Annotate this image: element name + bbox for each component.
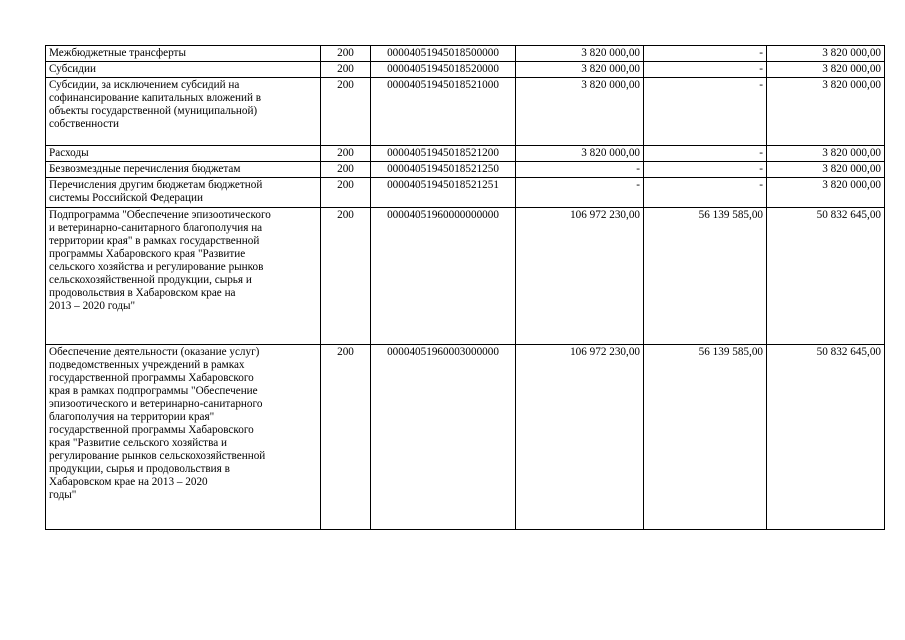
row-value2-cell: -: [644, 162, 767, 178]
row-value1-cell: 106 972 230,00: [516, 208, 644, 345]
table-row: [46, 162, 885, 178]
row-name-cell: Подпрограмма "Обеспечение эпизоотического и ветеринарно-санитарного благополучия на территории края" в рамках государственной программы Хабаровского края "Развитие сельского хозяйства и регулирование рынков сельскохозяйственной продукции, сырья и продовольствия в Хабаровском крае на 2013 – 2020 годы": [46, 208, 321, 345]
row-csr-cell: 00004051945018500000: [371, 46, 516, 62]
row-name-cell: Субсидии, за исключением субсидий на софинансирование капитальных вложений в объекты государственной (муниципальной) собственности: [46, 78, 321, 146]
row-name-cell: Расходы: [46, 146, 321, 162]
table-row: [46, 178, 885, 208]
row-csr-cell: 00004051960003000000: [371, 345, 516, 530]
row-value1-cell: 3 820 000,00: [516, 78, 644, 146]
row-csr-cell: 00004051960000000000: [371, 208, 516, 345]
row-value1-cell: -: [516, 178, 644, 208]
row-value2-cell: -: [644, 78, 767, 146]
row-value2-cell: -: [644, 178, 767, 208]
row-value2-cell: 56 139 585,00: [644, 345, 767, 530]
row-value1-cell: -: [516, 162, 644, 178]
row-csr-cell: 00004051945018521000: [371, 78, 516, 146]
row-value1-cell: 3 820 000,00: [516, 46, 644, 62]
row-value3-cell: 50 832 645,00: [767, 208, 885, 345]
row-name-cell: Безвозмездные перечисления бюджетам: [46, 162, 321, 178]
row-code-cell: 200: [321, 345, 371, 530]
row-code-cell: 200: [321, 62, 371, 78]
row-value3-cell: 3 820 000,00: [767, 46, 885, 62]
row-csr-cell: 00004051945018520000: [371, 62, 516, 78]
row-code-cell: 200: [321, 178, 371, 208]
row-name-cell: Перечисления другим бюджетам бюджетной системы Российской Федерации: [46, 178, 321, 208]
table-row: [46, 208, 885, 345]
row-value1-cell: 3 820 000,00: [516, 146, 644, 162]
table-row: [46, 78, 885, 146]
row-code-cell: 200: [321, 46, 371, 62]
row-name-cell: Обеспечение деятельности (оказание услуг) подведомственных учреждений в рамках государственной программы Хабаровского края в рамках подпрограммы "Обеспечение эпизоотического и ветеринарно-санитарного благополучия на территории края" государственной программы Хабаровского края "Развитие сельского хозяйства и регулирование рынков сельскохозяйственной продукции, сырья и продовольствия в Хабаровском крае на 2013 – 2020 годы": [46, 345, 321, 530]
table-row: [46, 46, 885, 62]
row-csr-cell: 00004051945018521200: [371, 146, 516, 162]
row-value3-cell: 3 820 000,00: [767, 78, 885, 146]
row-value3-cell: 50 832 645,00: [767, 345, 885, 530]
row-value1-cell: 3 820 000,00: [516, 62, 644, 78]
row-code-cell: 200: [321, 162, 371, 178]
row-value2-cell: 56 139 585,00: [644, 208, 767, 345]
row-code-cell: 200: [321, 208, 371, 345]
row-name-cell: Субсидии: [46, 62, 321, 78]
row-value2-cell: -: [644, 62, 767, 78]
row-value3-cell: 3 820 000,00: [767, 178, 885, 208]
row-value2-cell: -: [644, 46, 767, 62]
row-csr-cell: 00004051945018521250: [371, 162, 516, 178]
table-row: [46, 62, 885, 78]
table-row: [46, 146, 885, 162]
row-value2-cell: -: [644, 146, 767, 162]
row-code-cell: 200: [321, 146, 371, 162]
row-value3-cell: 3 820 000,00: [767, 162, 885, 178]
row-csr-cell: 00004051945018521251: [371, 178, 516, 208]
table-row: [46, 345, 885, 530]
budget-table: [45, 45, 885, 530]
row-code-cell: 200: [321, 78, 371, 146]
row-value3-cell: 3 820 000,00: [767, 146, 885, 162]
row-value3-cell: 3 820 000,00: [767, 62, 885, 78]
row-name-cell: Межбюджетные трансферты: [46, 46, 321, 62]
row-value1-cell: 106 972 230,00: [516, 345, 644, 530]
